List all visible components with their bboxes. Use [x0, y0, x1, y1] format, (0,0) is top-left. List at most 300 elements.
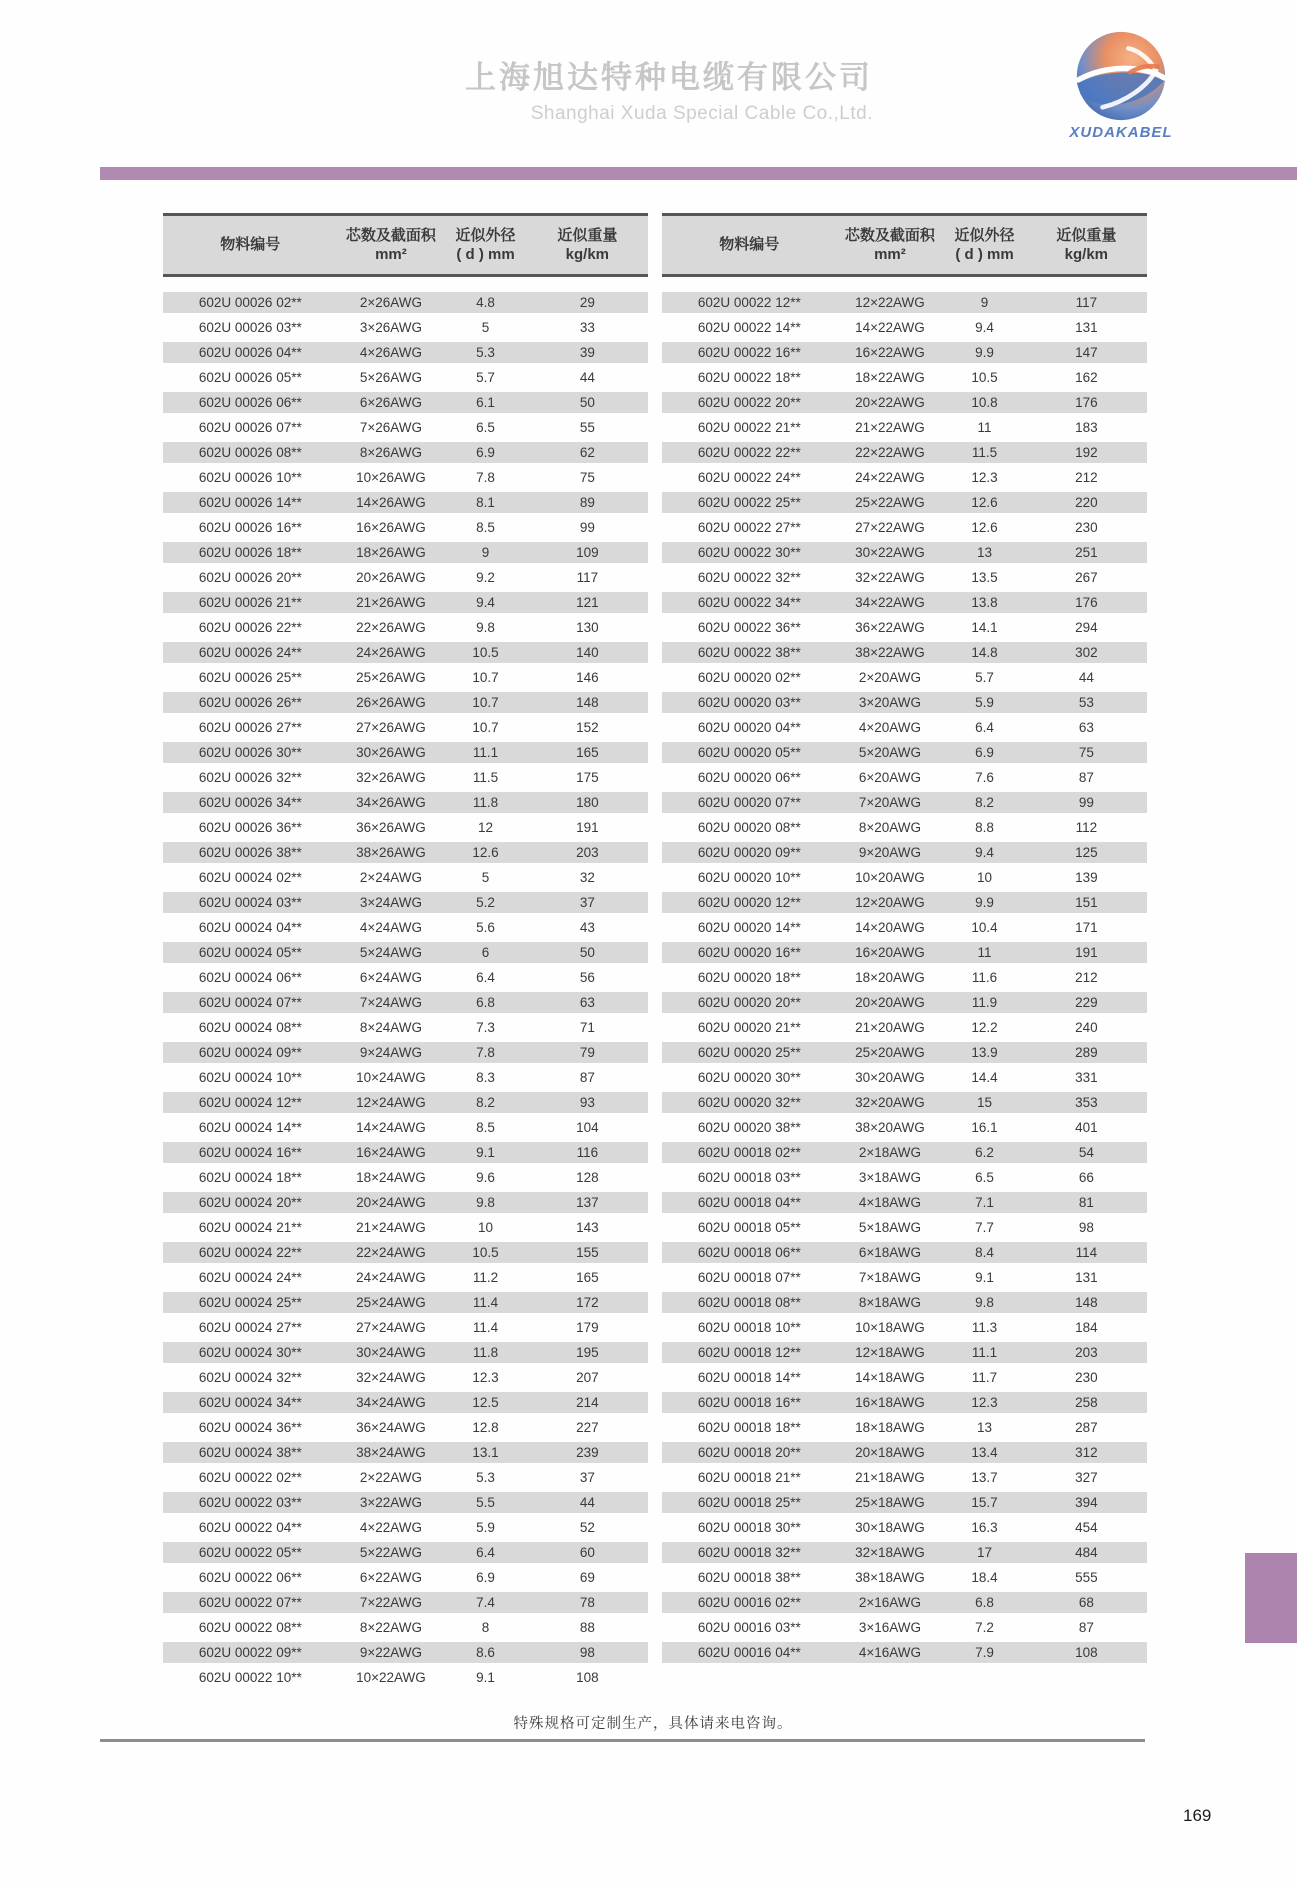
cores-cell: 34×24AWG [356, 1395, 426, 1410]
weight-cell: 289 [1075, 1045, 1098, 1060]
material-cell: 602U 00022 07** [198, 1595, 302, 1610]
material-cell: 602U 00026 08** [198, 445, 302, 460]
od-cell: 15 [976, 1095, 993, 1110]
cores-cell: 7×20AWG [858, 795, 922, 810]
od-cell: 6.5 [476, 420, 495, 435]
table-row [163, 390, 648, 415]
weight-cell: 191 [1075, 945, 1098, 960]
material-cell: 602U 00022 27** [697, 520, 801, 535]
cores-cell: 30×20AWG [855, 1070, 925, 1085]
weight-cell: 75 [579, 470, 595, 485]
material-cell: 602U 00026 32** [198, 770, 302, 785]
od-cell: 12.8 [472, 1420, 499, 1435]
table-body-right [662, 290, 1147, 1665]
table-body-left [163, 290, 648, 1690]
cores-cell: 8×20AWG [858, 820, 922, 835]
cores-cell: 2×16AWG [858, 1595, 922, 1610]
weight-cell: 327 [1075, 1470, 1098, 1485]
od-cell: 10.7 [472, 670, 499, 685]
weight-cell: 176 [1075, 595, 1098, 610]
od-cell: 7.3 [476, 1020, 495, 1035]
material-cell: 602U 00020 14** [697, 920, 801, 935]
weight-cell: 68 [1078, 1595, 1094, 1610]
material-cell: 602U 00018 04** [697, 1195, 801, 1210]
table-row [662, 1015, 1147, 1040]
material-cell: 602U 00022 21** [697, 420, 801, 435]
material-cell: 602U 00022 18** [697, 370, 801, 385]
od-cell: 6.8 [975, 1595, 994, 1610]
material-cell: 602U 00022 25** [697, 495, 801, 510]
od-cell: 5 [481, 870, 490, 885]
od-cell: 11.1 [472, 745, 499, 760]
weight-cell: 203 [1075, 1345, 1098, 1360]
od-cell: 9.4 [975, 845, 994, 860]
weight-cell: 125 [1075, 845, 1098, 860]
material-cell: 602U 00016 03** [697, 1620, 801, 1635]
table-row [163, 1540, 648, 1565]
table-row [163, 1615, 648, 1640]
cores-cell: 7×22AWG [359, 1595, 423, 1610]
material-cell: 602U 00020 03** [697, 695, 801, 710]
weight-cell: 78 [579, 1595, 595, 1610]
material-cell: 602U 00024 20** [198, 1195, 302, 1210]
table-row [163, 740, 648, 765]
od-cell: 9.6 [476, 1170, 495, 1185]
weight-cell: 165 [576, 1270, 599, 1285]
cores-cell: 2×20AWG [858, 670, 922, 685]
table-row [163, 715, 648, 740]
weight-cell: 162 [1075, 370, 1098, 385]
cores-cell: 18×22AWG [855, 370, 925, 385]
weight-cell: 99 [579, 520, 595, 535]
col-header-od-line2: ( d ) mm [955, 246, 1014, 263]
cores-cell: 14×22AWG [855, 320, 925, 335]
table-row [662, 440, 1147, 465]
weight-cell: 29 [579, 295, 595, 310]
material-cell: 602U 00018 32** [697, 1545, 801, 1560]
cores-cell: 8×26AWG [359, 445, 423, 460]
od-cell: 12 [477, 820, 494, 835]
weight-cell: 60 [579, 1545, 595, 1560]
table-row [662, 1340, 1147, 1365]
od-cell: 11.6 [971, 970, 998, 985]
cores-cell: 8×24AWG [359, 1020, 423, 1035]
material-cell: 602U 00022 04** [198, 1520, 302, 1535]
material-cell: 602U 00024 27** [198, 1320, 302, 1335]
weight-cell: 240 [1075, 1020, 1098, 1035]
material-cell: 602U 00022 08** [198, 1620, 302, 1635]
table-row [662, 1240, 1147, 1265]
od-cell: 12.2 [971, 1020, 998, 1035]
material-cell: 602U 00024 04** [198, 920, 302, 935]
col-header-cores [837, 226, 944, 265]
table-row [662, 715, 1147, 740]
table-row [662, 1165, 1147, 1190]
material-cell: 602U 00022 16** [697, 345, 801, 360]
weight-cell: 39 [579, 345, 595, 360]
cores-cell: 25×26AWG [356, 670, 426, 685]
table-row [662, 1315, 1147, 1340]
weight-cell: 52 [579, 1520, 595, 1535]
cores-cell: 25×24AWG [356, 1295, 426, 1310]
material-cell: 602U 00026 07** [198, 420, 302, 435]
cores-cell: 6×18AWG [858, 1245, 922, 1260]
od-cell: 16.3 [971, 1520, 998, 1535]
cores-cell: 5×26AWG [359, 370, 423, 385]
company-header [465, 52, 873, 125]
material-cell: 602U 00022 32** [697, 570, 801, 585]
od-cell: 11.7 [971, 1370, 998, 1385]
od-cell: 14.1 [971, 620, 998, 635]
od-cell: 10 [477, 1220, 494, 1235]
material-cell: 602U 00022 14** [697, 320, 801, 335]
od-cell: 11.4 [472, 1320, 499, 1335]
page-number: 169 [1183, 1806, 1212, 1825]
cores-cell: 2×24AWG [359, 870, 423, 885]
cores-cell: 3×22AWG [359, 1495, 423, 1510]
od-cell: 12.3 [971, 1395, 998, 1410]
col-header-od [943, 226, 1025, 265]
table-row [163, 1640, 648, 1665]
od-cell: 5.9 [975, 695, 994, 710]
weight-cell: 454 [1075, 1520, 1098, 1535]
weight-cell: 180 [576, 795, 599, 810]
od-cell: 16.1 [971, 1120, 998, 1135]
material-cell: 602U 00026 03** [198, 320, 302, 335]
weight-cell: 71 [579, 1020, 595, 1035]
col-header-weight-line2: kg/km [1064, 246, 1109, 263]
table-row [163, 1140, 648, 1165]
od-cell: 9.1 [476, 1145, 495, 1160]
od-cell: 9.4 [476, 595, 495, 610]
weight-cell: 137 [576, 1195, 599, 1210]
cores-cell: 3×18AWG [858, 1170, 922, 1185]
material-cell: 602U 00024 24** [198, 1270, 302, 1285]
cores-cell: 14×18AWG [855, 1370, 925, 1385]
table-row [163, 1390, 648, 1415]
od-cell: 9.1 [975, 1270, 994, 1285]
cores-cell: 18×24AWG [356, 1170, 426, 1185]
material-cell: 602U 00018 05** [697, 1220, 801, 1235]
material-cell: 602U 00024 25** [198, 1295, 302, 1310]
table-row [662, 740, 1147, 765]
table-header-row [163, 213, 648, 277]
weight-cell: 109 [576, 545, 599, 560]
table-row [163, 940, 648, 965]
weight-cell: 555 [1075, 1570, 1098, 1585]
weight-cell: 88 [579, 1620, 595, 1635]
col-header-material-label: 物料编号 [220, 236, 281, 254]
table-row [662, 1640, 1147, 1665]
od-cell: 5.9 [476, 1520, 495, 1535]
material-cell: 602U 00022 02** [198, 1470, 302, 1485]
table-row [163, 465, 648, 490]
col-header-cores-line1: 芯数及截面积 [345, 226, 436, 244]
material-cell: 602U 00022 36** [697, 620, 801, 635]
material-cell: 602U 00024 08** [198, 1020, 302, 1035]
od-cell: 14.8 [971, 645, 998, 660]
table-row [163, 1190, 648, 1215]
weight-cell: 117 [1075, 295, 1098, 310]
table-row [662, 590, 1147, 615]
table-row [662, 1140, 1147, 1165]
material-cell: 602U 00024 07** [198, 995, 302, 1010]
weight-cell: 394 [1075, 1495, 1098, 1510]
weight-cell: 37 [579, 895, 595, 910]
accent-bar [100, 167, 1297, 180]
weight-cell: 139 [1075, 870, 1098, 885]
od-cell: 9 [481, 545, 490, 560]
weight-cell: 89 [579, 495, 595, 510]
od-cell: 13.4 [971, 1445, 998, 1460]
weight-cell: 99 [1078, 795, 1094, 810]
od-cell: 11.8 [472, 1345, 499, 1360]
cores-cell: 36×22AWG [855, 620, 925, 635]
company-logo [1066, 30, 1176, 141]
cores-cell: 27×26AWG [356, 720, 426, 735]
weight-cell: 43 [579, 920, 595, 935]
weight-cell: 192 [1075, 445, 1098, 460]
cores-cell: 8×22AWG [359, 1620, 423, 1635]
od-cell: 10.4 [971, 920, 998, 935]
material-cell: 602U 00024 22** [198, 1245, 302, 1260]
material-cell: 602U 00024 30** [198, 1345, 302, 1360]
table-row [163, 1665, 648, 1690]
od-cell: 8.5 [476, 520, 495, 535]
weight-cell: 104 [576, 1120, 599, 1135]
table-row [662, 465, 1147, 490]
weight-cell: 214 [576, 1395, 599, 1410]
table-row [163, 1465, 648, 1490]
od-cell: 7.8 [476, 1045, 495, 1060]
table-row [163, 340, 648, 365]
material-cell: 602U 00022 06** [198, 1570, 302, 1585]
material-cell: 602U 00026 34** [198, 795, 302, 810]
weight-cell: 93 [579, 1095, 595, 1110]
table-row [662, 1365, 1147, 1390]
table-row [662, 1065, 1147, 1090]
weight-cell: 302 [1075, 645, 1098, 660]
material-cell: 602U 00022 09** [198, 1645, 302, 1660]
od-cell: 11.9 [971, 995, 998, 1010]
material-cell: 602U 00018 21** [697, 1470, 801, 1485]
od-cell: 6.5 [975, 1170, 994, 1185]
table-row [662, 765, 1147, 790]
weight-cell: 171 [1075, 920, 1098, 935]
company-name-cn: 上海旭达特种电缆有限公司 [465, 60, 873, 95]
material-cell: 602U 00022 34** [697, 595, 801, 610]
cores-cell: 38×22AWG [855, 645, 925, 660]
material-cell: 602U 00020 06** [697, 770, 801, 785]
weight-cell: 75 [1078, 745, 1094, 760]
table-row [662, 890, 1147, 915]
material-cell: 602U 00020 08** [697, 820, 801, 835]
material-cell: 602U 00024 21** [198, 1220, 302, 1235]
od-cell: 11.4 [472, 1295, 499, 1310]
table-row [163, 815, 648, 840]
material-cell: 602U 00024 10** [198, 1070, 302, 1085]
weight-cell: 220 [1075, 495, 1098, 510]
table-row [662, 290, 1147, 315]
cores-cell: 38×26AWG [356, 845, 426, 860]
od-cell: 6.4 [975, 720, 994, 735]
material-cell: 602U 00016 02** [697, 1595, 801, 1610]
material-cell: 602U 00020 10** [697, 870, 801, 885]
od-cell: 12.3 [472, 1370, 499, 1385]
weight-cell: 53 [1078, 695, 1094, 710]
weight-cell: 108 [576, 1670, 599, 1685]
cores-cell: 38×18AWG [855, 1570, 925, 1585]
table-row [662, 1390, 1147, 1415]
col-header-material [163, 235, 338, 255]
material-cell: 602U 00026 27** [198, 720, 302, 735]
material-cell: 602U 00022 22** [697, 445, 801, 460]
cores-cell: 20×20AWG [855, 995, 925, 1010]
table-row [662, 840, 1147, 865]
table-row [662, 865, 1147, 890]
col-header-material [662, 235, 837, 255]
material-cell: 602U 00026 22** [198, 620, 302, 635]
table-row [163, 415, 648, 440]
cores-cell: 12×20AWG [855, 895, 925, 910]
weight-cell: 128 [576, 1170, 599, 1185]
table-row [662, 615, 1147, 640]
spec-table-right [662, 213, 1147, 1690]
cores-cell: 24×22AWG [855, 470, 925, 485]
material-cell: 602U 00020 25** [697, 1045, 801, 1060]
table-row [163, 1340, 648, 1365]
od-cell: 9.8 [476, 1195, 495, 1210]
od-cell: 10.8 [971, 395, 998, 410]
weight-cell: 87 [1078, 770, 1094, 785]
cores-cell: 14×24AWG [356, 1120, 426, 1135]
od-cell: 10 [976, 870, 993, 885]
od-cell: 14.4 [971, 1070, 998, 1085]
od-cell: 6.9 [476, 445, 495, 460]
cores-cell: 3×24AWG [359, 895, 423, 910]
table-row [662, 1465, 1147, 1490]
table-row [163, 1040, 648, 1065]
custom-spec-note: 特殊规格可定制生产，具体请来电咨询。 [513, 1716, 793, 1732]
material-cell: 602U 00020 07** [697, 795, 801, 810]
cores-cell: 7×24AWG [359, 995, 423, 1010]
cores-cell: 20×22AWG [855, 395, 925, 410]
table-row [662, 1490, 1147, 1515]
material-cell: 602U 00024 18** [198, 1170, 302, 1185]
od-cell: 7.1 [975, 1195, 994, 1210]
material-cell: 602U 00018 12** [697, 1345, 801, 1360]
col-header-cores-line1: 芯数及截面积 [844, 226, 935, 244]
material-cell: 602U 00020 21** [697, 1020, 801, 1035]
table-row [163, 1215, 648, 1240]
material-cell: 602U 00018 14** [697, 1370, 801, 1385]
weight-cell: 175 [576, 770, 599, 785]
weight-cell: 87 [1078, 1620, 1094, 1635]
weight-cell: 251 [1075, 545, 1098, 560]
table-row [163, 965, 648, 990]
table-row [163, 665, 648, 690]
od-cell: 9.8 [476, 620, 495, 635]
cores-cell: 12×24AWG [356, 1095, 426, 1110]
od-cell: 12.6 [971, 495, 998, 510]
od-cell: 9.2 [476, 570, 495, 585]
col-header-cores-line2: mm² [375, 246, 407, 263]
weight-cell: 37 [579, 1470, 595, 1485]
weight-cell: 401 [1075, 1120, 1098, 1135]
spec-tables [163, 213, 1147, 1690]
col-header-weight [1026, 226, 1147, 265]
material-cell: 602U 00026 26** [198, 695, 302, 710]
cores-cell: 32×20AWG [855, 1095, 925, 1110]
weight-cell: 56 [579, 970, 595, 985]
table-row [662, 390, 1147, 415]
col-header-od-line1: 近似外径 [954, 226, 1015, 244]
material-cell: 602U 00026 18** [198, 545, 302, 560]
cores-cell: 10×18AWG [855, 1320, 925, 1335]
od-cell: 8.2 [975, 795, 994, 810]
table-row [662, 640, 1147, 665]
cores-cell: 22×22AWG [855, 445, 925, 460]
table-row [662, 315, 1147, 340]
weight-cell: 203 [576, 845, 599, 860]
material-cell: 602U 00020 12** [697, 895, 801, 910]
cores-cell: 21×26AWG [356, 595, 426, 610]
cores-cell: 14×26AWG [356, 495, 426, 510]
weight-cell: 179 [576, 1320, 599, 1335]
od-cell: 7.7 [975, 1220, 994, 1235]
col-header-od-line1: 近似外径 [455, 226, 516, 244]
table-row [163, 840, 648, 865]
cores-cell: 4×18AWG [858, 1195, 922, 1210]
table-row [163, 365, 648, 390]
weight-cell: 148 [576, 695, 599, 710]
weight-cell: 312 [1075, 1445, 1098, 1460]
weight-cell: 195 [576, 1345, 599, 1360]
table-row [662, 940, 1147, 965]
material-cell: 602U 00026 02** [198, 295, 302, 310]
weight-cell: 121 [576, 595, 599, 610]
cores-cell: 14×20AWG [855, 920, 925, 935]
od-cell: 6.9 [476, 1570, 495, 1585]
cores-cell: 16×26AWG [356, 520, 426, 535]
table-row [163, 615, 648, 640]
table-row [163, 515, 648, 540]
table-row [662, 415, 1147, 440]
table-row [662, 565, 1147, 590]
cores-cell: 6×20AWG [858, 770, 922, 785]
cores-cell: 9×24AWG [359, 1045, 423, 1060]
weight-cell: 32 [579, 870, 595, 885]
weight-cell: 172 [576, 1295, 599, 1310]
cores-cell: 7×18AWG [858, 1270, 922, 1285]
xudakabel-globe-icon [1075, 30, 1167, 122]
od-cell: 6.4 [476, 970, 495, 985]
od-cell: 10.5 [472, 1245, 499, 1260]
material-cell: 602U 00026 25** [198, 670, 302, 685]
od-cell: 5.7 [476, 370, 495, 385]
material-cell: 602U 00024 06** [198, 970, 302, 985]
material-cell: 602U 00020 30** [697, 1070, 801, 1085]
material-cell: 602U 00026 06** [198, 395, 302, 410]
table-row [662, 1515, 1147, 1540]
weight-cell: 207 [576, 1370, 599, 1385]
table-row [163, 790, 648, 815]
table-row [163, 1240, 648, 1265]
od-cell: 11.2 [472, 1270, 499, 1285]
weight-cell: 69 [579, 1570, 595, 1585]
cores-cell: 18×26AWG [356, 545, 426, 560]
material-cell: 602U 00026 04** [198, 345, 302, 360]
